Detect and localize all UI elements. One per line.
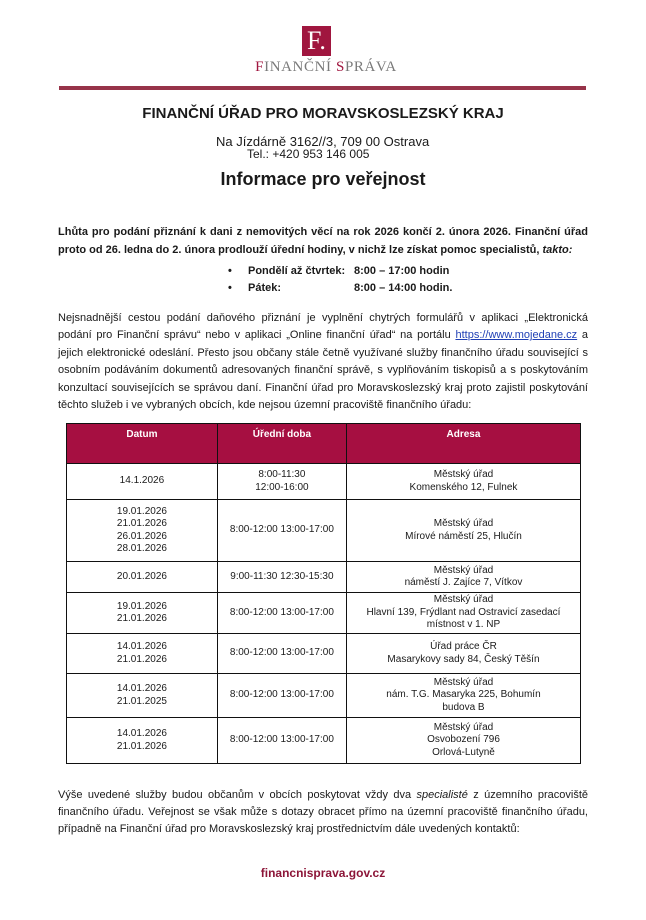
cell-hours: 8:00-12:00 13:00-17:00 (217, 500, 346, 562)
hours-day: Pátek: (248, 281, 282, 294)
extended-hours-list (228, 262, 452, 296)
column-header-hours: Úřední doba (217, 424, 346, 464)
logo-wordmark (246, 59, 406, 76)
intro-emphasis: takto: (542, 243, 573, 256)
table-row (67, 634, 581, 674)
financni-sprava-logo (246, 26, 406, 80)
hours-day: Pondělí až čtvrtek: (248, 264, 346, 277)
cell-hours: 8:00-12:00 13:00-17:00 (217, 674, 346, 718)
table-row (67, 500, 581, 562)
cell-hours: 8:00-11:30 12:00-16:00 (217, 464, 346, 500)
body-paragraph (58, 310, 588, 414)
column-header-date: Datum (67, 424, 218, 464)
table-header-row (67, 424, 581, 464)
cell-address: Městský úřad Osvobození 796 Orlová-Lutyně (346, 718, 580, 764)
footer-website[interactable]: financnisprava.gov.cz (260, 866, 386, 880)
office-title: FINANČNÍ ÚŘAD PRO MORAVSKOSLEZSKÝ KRAJ (142, 105, 504, 122)
cell-hours: 8:00-12:00 13:00-17:00 (217, 593, 346, 634)
body-text-1: Nejsnadnější cestou podání daňového přiznání je vyplnění chytrých formulářů v aplikaci „Elektronická podání pro Finanční správu“ nebo v aplikaci „Online finanční úřad“ na portálu (58, 312, 588, 342)
hours-time: 8:00 – 17:00 hodin (354, 264, 450, 277)
cell-hours: 8:00-12:00 13:00-17:00 (217, 718, 346, 764)
cell-address: Úřad práce ČR Masarykovy sady 84, Český Těšín (346, 634, 580, 674)
closing-text-2: z územního pracoviště finančního úřadu. Veřejnost se však může s dotazy obracet přímo na územní pracoviště finančního úřadu, případně na Finanční úřad pro Moravskoslezský kraj prostřednictvím dále uvedených kontaktů: (58, 789, 588, 835)
closing-paragraph (58, 787, 588, 837)
cell-address: Městský úřad nám. T.G. Masaryka 225, Bohumín budova B (346, 674, 580, 718)
table-row (67, 593, 581, 634)
cell-hours: 9:00-11:30 12:30-15:30 (217, 562, 346, 593)
table-row (67, 562, 581, 593)
header-divider (59, 86, 586, 90)
body-text-2: a jejich elektronické odeslání. Přesto jsou občany stále četně využívané služby finančního úřadu související s osobním podáváním dokumentů adresovaných finanční správě, s vyplňováním tiskopisů a s poskytováním konzultací souvisejících se správou daní. Finanční úřad pro Moravskoslezský kraj proto zajistil poskytování těchto služeb i ve vybraných obcích, kde nejsou územní pracoviště finančního úřadu: (58, 329, 588, 412)
page-title: Informace pro veřejnost (220, 169, 426, 189)
closing-text-1: Výše uvedené služby budou občanům v obcích poskytovat vždy dva (58, 789, 417, 801)
hours-item (228, 279, 452, 296)
table-row (67, 718, 581, 764)
cell-hours: 8:00-12:00 13:00-17:00 (217, 634, 346, 674)
cell-date: 20.01.2026 (67, 562, 218, 593)
cell-address: Městský úřad Komenského 12, Fulnek (346, 464, 580, 500)
cell-address: Městský úřad náměstí J. Zajíce 7, Vítkov (346, 562, 580, 593)
logo-word-sprava: PRÁVA (344, 59, 397, 75)
cell-date: 14.01.2026 21.01.2025 (67, 674, 218, 718)
logo-letter-s: S (335, 59, 345, 75)
logo-letter-f: F (255, 59, 265, 75)
bullet-icon: • (228, 281, 232, 294)
table-row (67, 674, 581, 718)
cell-date: 14.01.2026 21.01.2026 (67, 634, 218, 674)
table-row (67, 464, 581, 500)
mojedane-link[interactable]: https://www.mojedane.cz (455, 329, 578, 342)
cell-date: 19.01.2026 21.01.2026 26.01.2026 28.01.2026 (67, 500, 218, 562)
hours-time: 8:00 – 14:00 hodin. (354, 281, 453, 294)
cell-date: 19.01.2026 21.01.2026 (67, 593, 218, 634)
cell-date: 14.01.2026 21.01.2026 (67, 718, 218, 764)
logo-mark: F. (302, 26, 331, 56)
schedule-table (66, 423, 581, 764)
intro-text: Lhůta pro podání přiznání k dani z nemovitých věcí na rok 2026 končí 2. února 2026. Finanční úřad proto od 26. ledna do 2. února prodlouží úřední hodiny, v nichž lze získat pomoc specialistů, (58, 226, 588, 256)
column-header-address: Adresa (346, 424, 580, 464)
logo-word-financni: INANČNÍ (264, 59, 336, 75)
cell-date: 14.1.2026 (67, 464, 218, 500)
cell-address: Městský úřad Mírové náměstí 25, Hlučín (346, 500, 580, 562)
cell-address: Městský úřad Hlavní 139, Frýdlant nad Ostravicí zasedací místnost v 1. NP (346, 593, 580, 634)
closing-emphasis: specialisté (416, 789, 468, 801)
office-phone: Tel.: +420 953 146 005 (247, 147, 370, 161)
intro-paragraph (58, 224, 588, 259)
bullet-icon: • (228, 264, 232, 277)
hours-item (228, 262, 452, 279)
office-address: Na Jízdárně 3162//3, 709 00 Ostrava (216, 134, 430, 149)
